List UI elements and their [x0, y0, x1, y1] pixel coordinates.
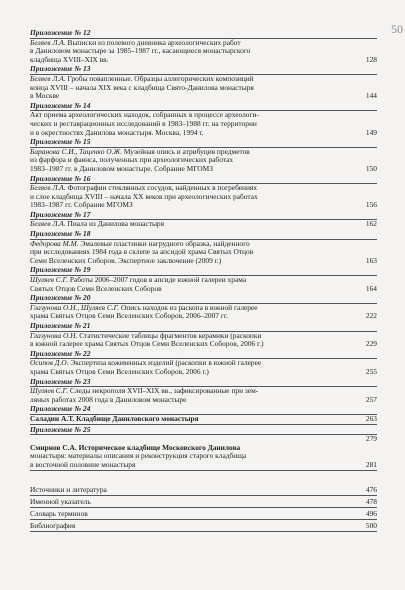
toc-entry — [30, 377, 377, 405]
appendix-title-line: ческих и реставрационных исследований в 1983–1988 гг. на территории — [30, 118, 257, 128]
page-ref: 496 — [365, 508, 377, 518]
appendix-body — [30, 148, 377, 174]
appendix-heading: Приложение № 18 — [30, 229, 377, 240]
page-ref: 150 — [365, 163, 377, 173]
appendix-author: Беляев Л.А. — [30, 37, 66, 47]
appendix-heading: Приложение № 23 — [30, 377, 377, 388]
appendix-title-line: Беляев Л.А. Пиала из Данилова монастыря — [30, 219, 165, 229]
back-matter-list — [30, 485, 377, 533]
appendix-title-line: Баранова С.И., Таценко О.Ж. Музейная опись и атрибуция предметов — [30, 146, 250, 156]
appendix-title — [30, 148, 335, 174]
toc-entry — [30, 64, 377, 100]
appendix-title-line: Семи Вселенских Соборов. Экспертное заключение (2009 г.) — [30, 255, 222, 265]
page-ref: 222 — [365, 311, 377, 321]
appendix-title — [30, 444, 335, 470]
page-ref: 478 — [365, 496, 377, 506]
appendix-author: Беляев Л.А. — [30, 183, 66, 193]
page-ref: 156 — [365, 200, 377, 210]
appendix-heading: Приложение № 17 — [30, 210, 377, 221]
appendix-body — [30, 387, 377, 404]
page-ref: 263 — [365, 413, 377, 423]
appendix-body — [30, 359, 377, 376]
appendix-list — [30, 28, 377, 471]
back-matter-item[interactable] — [30, 496, 377, 508]
appendix-body — [30, 75, 377, 101]
appendix-title-line: Саладин А.Т. Кладбище Даниловского монастыря — [30, 413, 199, 423]
appendix-body — [30, 240, 377, 266]
page-ref: 255 — [365, 366, 377, 376]
toc-entry — [30, 321, 377, 349]
appendix-body — [30, 304, 377, 321]
appendix-title-line: Глазунова О.Н. Статистические таблицы фрагментов керамики (раскопки — [30, 330, 262, 340]
appendix-title-line: Акт приема археологических находок, собранных в процессе археологи- — [30, 110, 259, 120]
appendix-title-line: монастыря: материалы описания и реконструкция старого кладбища — [30, 451, 247, 461]
appendix-author: Глазунова О.Н., Шуляев С.Г. — [30, 302, 120, 312]
appendix-title-line: Беляев Л.А. Фотографии стеклянных сосудов, найденных в погребениях — [30, 183, 258, 193]
appendix-heading: Приложение № 25 — [30, 425, 377, 436]
appendix-title — [30, 184, 335, 210]
appendix-heading: Приложение № 15 — [30, 137, 377, 148]
appendix-title — [30, 332, 335, 349]
toc-entry — [30, 444, 377, 471]
appendix-title-line: 1983–1987 гг. Собрание МГОМЗ — [30, 200, 133, 210]
appendix-title-line: в восточной половине монастыря — [30, 459, 136, 469]
appendix-title-line: и в окрестностях Данилова монастыря. Москва, 1994 г. — [30, 127, 204, 137]
page-ref: 163 — [365, 255, 377, 265]
appendix-body — [30, 220, 377, 229]
page-ref: 128 — [365, 54, 377, 64]
page-ref: 279 — [365, 434, 377, 444]
back-matter-label: Словарь терминов — [30, 508, 88, 518]
back-matter-item[interactable] — [30, 508, 377, 520]
appendix-title — [30, 415, 335, 424]
toc-entry — [30, 265, 377, 293]
appendix-body — [30, 184, 377, 210]
page-number: 50 — [391, 22, 403, 36]
appendix-title — [30, 276, 335, 293]
appendix-heading: Приложение № 13 — [30, 64, 377, 75]
back-matter-item[interactable] — [30, 485, 377, 497]
page-ref: 229 — [365, 339, 377, 349]
appendix-heading: Приложение № 12 — [30, 28, 377, 39]
appendix-title-line: конца XVIII – начала XIX века с кладбища Свято-Данилова монастыря — [30, 82, 254, 92]
appendix-heading: Приложение № 22 — [30, 349, 377, 360]
appendix-title-line: из фарфора и фаянса, полученных при археологических работах — [30, 155, 234, 165]
appendix-title — [30, 39, 335, 65]
toc-entry — [30, 229, 377, 265]
appendix-title-line: в южной галерее храма Святых Отцов Семи Вселенских Соборов, 2006 г.) — [30, 339, 264, 349]
appendix-body — [30, 276, 377, 293]
toc-entry — [30, 174, 377, 210]
toc-entry — [30, 404, 377, 424]
appendix-author: Шуляев С.Г. — [30, 275, 69, 285]
appendix-heading: Приложение № 24 — [30, 404, 377, 415]
appendix-author: Федорова М.М. — [30, 238, 79, 248]
appendix-body — [30, 444, 377, 471]
toc-entry — [30, 28, 377, 64]
appendix-title — [30, 75, 335, 101]
appendix-heading: Приложение № 16 — [30, 174, 377, 185]
appendix-title-line: Святых Отцов Семи Вселенских Соборов — [30, 283, 162, 293]
appendix-title-line: ляных работах 2008 года в Даниловом монастыре — [30, 394, 187, 404]
page-ref: 476 — [365, 484, 377, 494]
toc-entry — [30, 210, 377, 229]
appendix-author: Шуляев С.Г. — [30, 386, 69, 396]
back-matter-item[interactable] — [30, 520, 377, 532]
appendix-title — [30, 304, 335, 321]
table-of-contents — [30, 28, 377, 532]
page-ref: 144 — [365, 91, 377, 101]
appendix-title-line: Беляев Л.А. Выписки из полевого дневника археологических работ — [30, 37, 241, 47]
appendix-title-line: Глазунова О.Н., Шуляев С.Г. Опись находок из раскопа в южной галерее — [30, 302, 258, 312]
appendix-title — [30, 359, 335, 376]
appendix-title-line: храма Святых Отцов Семи Вселенских Соборов, 2006 г.) — [30, 366, 209, 376]
appendix-body — [30, 332, 377, 349]
back-matter-label: Библиография — [30, 520, 76, 530]
appendix-title-line: в Даниловом монастыре за 1985–1987 гг., касающиеся монастырского — [30, 46, 251, 56]
appendix-title-line: Шуляев С.Г. Следы некрополя XVII–XIX вв., зафиксированные при зем- — [30, 386, 259, 396]
appendix-author: Глазунова О.Н. — [30, 330, 78, 340]
appendix-author: Беляев Л.А. — [30, 219, 66, 229]
appendix-author: Баранова С.И., Таценко О.Ж. — [30, 146, 123, 156]
appendix-title-line: в Москве — [30, 91, 60, 101]
page-ref: 149 — [365, 127, 377, 137]
appendix-title-line: и слое кладбища XVIII – начала XX веков при археологических работах — [30, 191, 258, 201]
toc-entry — [30, 293, 377, 321]
appendix-title-line: кладбища XVIII–XIX вв. — [30, 54, 109, 64]
toc-entry — [30, 425, 377, 444]
back-matter-label: Именной указатель — [30, 496, 91, 506]
appendix-title-line: при исследованиях 1984 года в склепе за апсидой храма Святых Отцов — [30, 247, 254, 257]
appendix-title — [30, 387, 335, 404]
appendix-heading: Приложение № 21 — [30, 321, 377, 332]
toc-entry — [30, 349, 377, 377]
page-ref: 500 — [365, 520, 377, 530]
page-ref: 162 — [365, 219, 377, 229]
page-ref: 281 — [365, 459, 377, 469]
toc-entry — [30, 137, 377, 173]
appendix-author: Беляев Л.А. — [30, 73, 66, 83]
appendix-heading: Приложение № 19 — [30, 265, 377, 276]
appendix-title-line: храма Святых Отцов Семи Вселенских Соборов, 2006–2007 гг. — [30, 311, 228, 321]
toc-entry — [30, 101, 377, 137]
appendix-heading: Приложение № 14 — [30, 101, 377, 112]
page-ref: 164 — [365, 283, 377, 293]
appendix-title-line: Федорова М.М. Эмалевые пластинки нагрудного образка, найденного — [30, 238, 250, 248]
appendix-body — [30, 415, 377, 425]
appendix-title — [30, 220, 335, 229]
appendix-body — [30, 39, 377, 65]
appendix-title-line: 1983–1987 гг. в Даниловом монастыре. Собрание МГОМЗ — [30, 163, 213, 173]
appendix-author: Осипов Д.О. — [30, 358, 69, 368]
appendix-title-line: Шуляев С.Г. Работы 2006–2007 годов в апсиде южной галереи храма — [30, 275, 247, 285]
appendix-body — [30, 111, 377, 137]
appendix-title-line: Беляев Л.А. Гробы повапленные. Образцы аллегорических композиций — [30, 73, 254, 83]
page-ref: 257 — [365, 394, 377, 404]
appendix-title-line: Осипов Д.О. Экспертиза кожевенных изделий (раскопки в южной галерее — [30, 358, 262, 368]
appendix-heading: Приложение № 20 — [30, 293, 377, 304]
appendix-title-line: Смирнов С.А. Историческое кладбище Московского Данилова — [30, 442, 241, 452]
appendix-title — [30, 240, 335, 266]
appendix-title — [30, 111, 335, 137]
back-matter-label: Источники и литература — [30, 484, 107, 494]
